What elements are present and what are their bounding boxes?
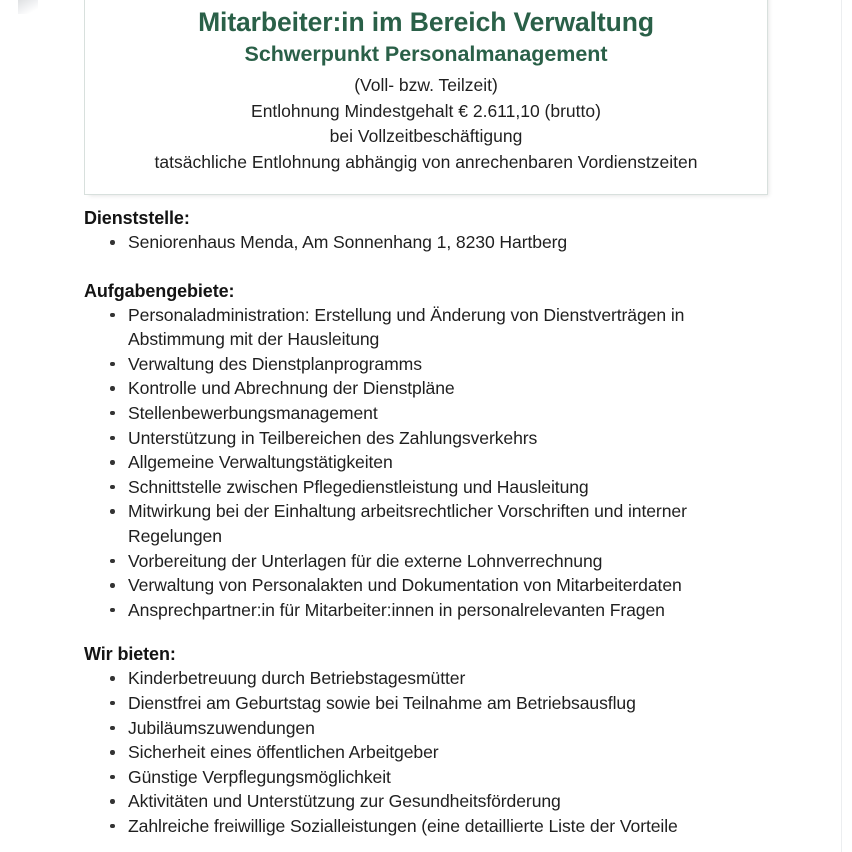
section-list: [0, 230, 852, 255]
list-item: Zahlreiche freiwillige Sozialleistungen (eine detaillierte Liste der Vorteile: [0, 814, 852, 839]
section-aufgabengebiete: [0, 279, 852, 623]
list-item: Ansprechpartner:in für Mitarbeiter:innen in personalrelevanten Fragen: [0, 598, 852, 623]
list-item: Stellenbewerbungsmanagement: [0, 401, 852, 426]
page-subtitle: Schwerpunkt Personalmanagement: [244, 42, 608, 66]
list-item: Mitwirkung bei der Einhaltung arbeitsrechtlicher Vorschriften und interner Regelungen: [0, 499, 852, 548]
section-list: [0, 303, 852, 623]
section-heading: Dienststelle:: [84, 208, 190, 228]
section-heading: Aufgabengebiete:: [84, 280, 235, 301]
list-item: Seniorenhaus Menda, Am Sonnenhang 1, 8230 Hartberg: [0, 230, 852, 255]
list-item: Jubiläumszuwendungen: [0, 716, 852, 741]
section-dienststelle: [0, 206, 852, 255]
job-body: [0, 206, 852, 838]
salary-basis-text: bei Vollzeitbeschäftigung: [329, 126, 523, 146]
section-gap: [0, 255, 852, 279]
list-item: Schnittstelle zwischen Pflegedienstleistung und Hausleitung: [0, 475, 852, 500]
list-item: Dienstfrei am Geburtstag sowie bei Teilnahme am Betriebsausflug: [0, 691, 852, 716]
job-header-card: [84, 0, 768, 195]
list-item: Verwaltung des Dienstplanprogramms: [0, 352, 852, 377]
section-list: [0, 666, 852, 838]
page-corner-artifact: [18, 0, 38, 14]
list-item: Allgemeine Verwaltungstätigkeiten: [0, 450, 852, 475]
list-item: Aktivitäten und Unterstützung zur Gesundheitsförderung: [0, 789, 852, 814]
salary-text: Entlohnung Mindestgehalt € 2.611,10 (brutto): [251, 100, 601, 121]
page-title: Mitarbeiter:in im Bereich Verwaltung: [198, 7, 654, 37]
list-item: Sicherheit eines öffentlichen Arbeitgeber: [0, 740, 852, 765]
employment-type-text: (Voll- bzw. Teilzeit): [354, 75, 498, 95]
header-meta-block: [155, 73, 698, 175]
section-heading: Wir bieten:: [84, 644, 176, 665]
list-item: Vorbereitung der Unterlagen für die externe Lohnverrechnung: [0, 549, 852, 574]
list-item: Personaladministration: Erstellung und Änderung von Dienstverträgen in Abstimmung mit der Hausleitung: [0, 303, 852, 352]
list-item: Kontrolle und Abrechnung der Dienstpläne: [0, 376, 852, 401]
salary-note-text: tatsächliche Entlohnung abhängig von anrechenbaren Vordienstzeiten: [154, 151, 698, 172]
list-item: Günstige Verpflegungsmöglichkeit: [0, 765, 852, 790]
list-item: Verwaltung von Personalakten und Dokumentation von Mitarbeiterdaten: [0, 573, 852, 598]
list-item: Kinderbetreuung durch Betriebstagesmütter: [0, 666, 852, 691]
section-wir-bieten: [0, 642, 852, 838]
list-item: Unterstützung in Teilbereichen des Zahlungsverkehrs: [0, 426, 852, 451]
section-gap: [0, 622, 852, 642]
